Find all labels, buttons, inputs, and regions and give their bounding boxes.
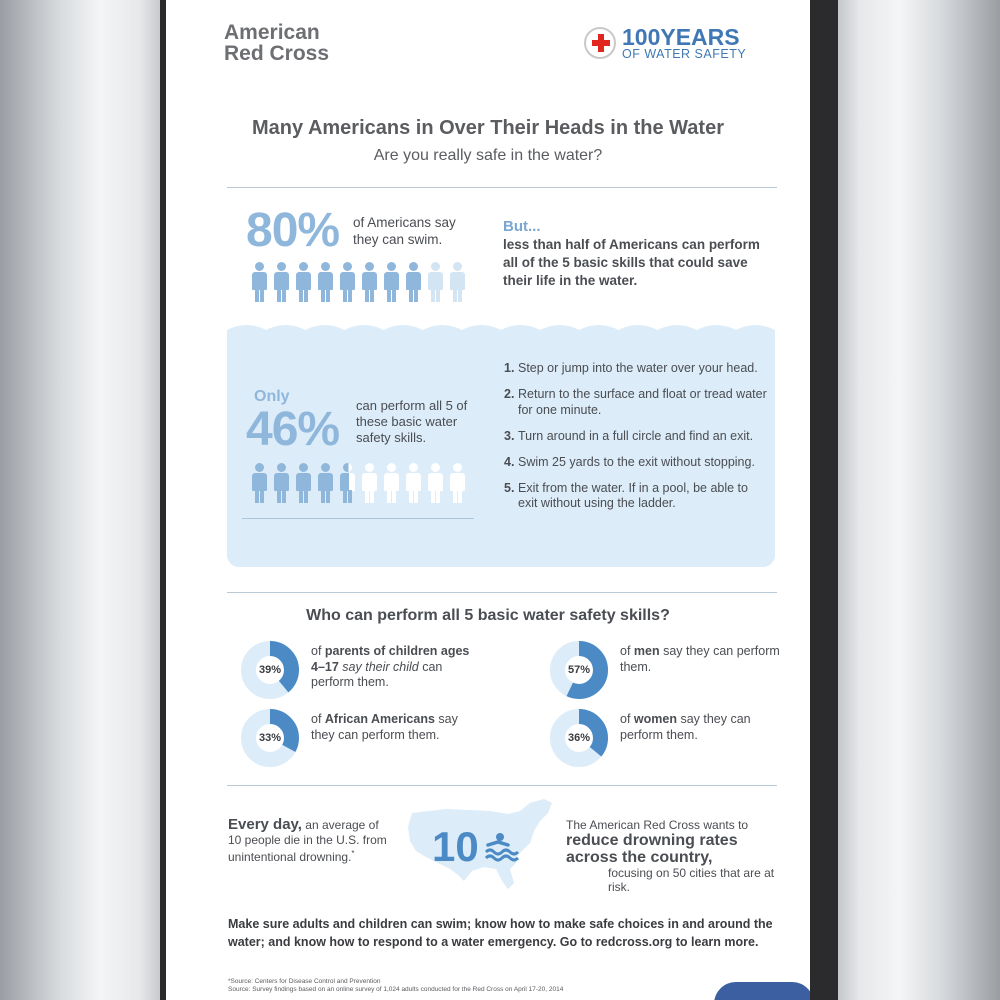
person-icon [448,463,467,503]
goal-detail: focusing on 50 cities that are at risk. [608,866,775,894]
person-icon [360,262,379,302]
skill-item [504,387,769,418]
badge-line-1: 100YEARS [622,24,740,50]
map-number: 10 [432,823,479,870]
divider [227,785,777,786]
but-text: less than half of Americans can perform all of the 5 basic skills that could save their life in the water. [503,237,760,288]
but-heading: But... [503,218,541,235]
divider [227,592,777,593]
person-icon [294,463,313,503]
skill-item [504,361,769,377]
person-icon [382,262,401,302]
person-icon [250,262,269,302]
person-icon [360,463,379,503]
everyday-lead: Every day, [228,816,302,833]
stat-african-americans [241,709,481,767]
goal-highlight: reduce drowning rates across the country, [566,832,738,866]
only-label: Only [254,388,290,405]
logo-line-2: Red Cross [224,42,330,65]
who-heading: Who can perform all 5 basic water safety skills? [306,607,670,624]
footnote-mark: * [351,849,355,858]
person-icon [316,262,335,302]
donut-label: 39% [258,664,282,676]
hundred-years-badge [584,26,746,60]
source-line: *Source: Centers for Disease Control and Prevention [228,978,381,985]
person-icon-row-80 [250,262,467,302]
donut-chart [550,709,608,767]
skill-text: Turn around in a full circle and find an exit. [518,428,754,443]
skill-text: Swim 25 yards to the exit without stopping. [518,454,755,469]
skill-number: 3. [504,428,515,443]
skills-percent-text: can perform all 5 of these basic water safety skills. [356,398,468,445]
person-icon [316,463,335,503]
donut-chart [241,641,299,699]
person-icon [294,262,313,302]
red-cross-icon [584,27,616,59]
skill-text: Exit from the water. If in a pool, be able to exit without using the ladder. [518,480,748,510]
corner-button[interactable] [714,982,810,1000]
person-icon [250,463,269,503]
badge-line-2: OF WATER SAFETY [622,47,747,61]
person-icon [404,463,423,503]
skill-number: 2. [504,387,515,401]
stat-text: of men say they can perform them. [620,644,780,674]
page-title: Many Americans in Over Their Heads in the Water [252,117,724,139]
person-icon-row-46 [250,463,467,503]
person-icon [382,463,401,503]
us-map-icon [402,797,560,897]
stat-men [550,641,790,699]
skills-percent: 46% [246,403,340,456]
skill-item [504,455,769,471]
skill-number: 1. [504,361,515,375]
divider [227,187,777,188]
source-line: Source: Survey findings based on an online survey of 1,024 adults conducted for the Red Cross on April 17-20, 2014 [228,986,564,993]
stat-text: of African Americans say they can perform them. [311,712,458,742]
page-subtitle: Are you really safe in the water? [373,147,603,164]
swim-claim-percent: 80% [246,204,340,257]
person-icon [272,262,291,302]
stat-text: of parents of children ages 4–17 say their child can perform them. [311,644,470,689]
skill-number: 4. [504,454,515,469]
sources [228,978,788,994]
donut-label: 36% [567,732,591,744]
donut-chart [241,709,299,767]
person-icon [272,463,291,503]
skill-text: Step or jump into the water over your head. [518,361,758,375]
person-icon [338,463,357,503]
skill-item [504,481,769,512]
person-icon [426,463,445,503]
red-cross-wordmark [224,22,329,64]
person-icon [426,262,445,302]
stat-women [550,709,790,767]
swim-claim-text: of Americans say they can swim. [353,215,456,247]
skill-text: Return to the surface and float or tread water for one minute. [518,387,767,417]
person-icon [448,262,467,302]
skill-item [504,429,769,445]
call-to-action: Make sure adults and children can swim; know how to make safe choices in and around the water; and know how to respond to a water emergency. Go to redcross.org to learn more. [228,917,773,949]
stat-parents [241,641,481,699]
panel-divider [242,518,474,519]
red-cross-goal [566,818,776,894]
skills-list [504,361,769,522]
person-icon [338,262,357,302]
everyday-body: an average of 10 people die in the U.S. from unintentional drowning. [228,818,387,864]
goal-intro: The American Red Cross wants to [566,818,749,832]
donut-label: 57% [567,664,591,676]
everyday-text [228,818,393,865]
person-icon [404,262,423,302]
skill-number: 5. [504,480,515,495]
logo-line-1: American [224,21,320,44]
donut-chart [550,641,608,699]
donut-label: 33% [258,732,282,744]
infographic-page [166,0,810,1000]
stat-text: of women say they can perform them. [620,712,751,742]
